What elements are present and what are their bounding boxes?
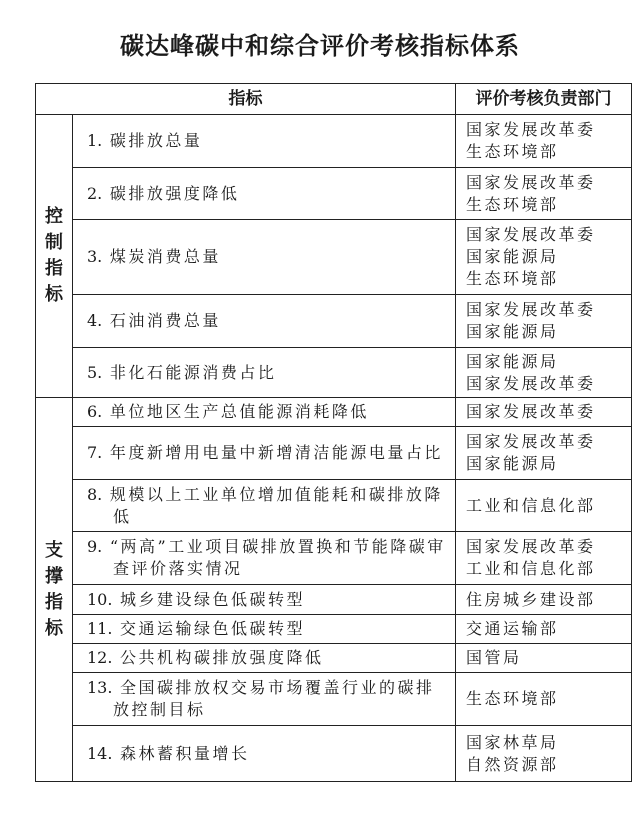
indicator-text: 碳排放强度降低 [109,183,240,203]
table-header-row [36,84,632,115]
department-cell [456,427,632,480]
indicator-cell [73,295,456,348]
indicator-number: 5. [87,362,103,382]
department-name: 国家能源局 [466,247,559,266]
indicator-text-wrap [87,536,447,580]
department-cell [456,615,632,644]
indicator-number: 7. [87,443,103,462]
department-name: 国家发展改革委 [466,120,596,139]
department-cell [456,398,632,427]
table-row [36,480,632,532]
indicator-text: 城乡建设绿色低碳转型 [120,589,306,609]
indicator-cell [73,398,456,427]
indicator-number: 1. [87,131,103,150]
indicator-number: 4. [87,311,103,330]
indicator-text-wrap [87,743,447,765]
indicator-cell [73,427,456,480]
department-cell [456,726,632,782]
indicator-text-wrap [87,589,447,611]
indicator-text: 公共机构碳排放强度降低 [120,648,324,667]
indicator-number: 14. [87,743,113,763]
department-name: 工业和信息化部 [466,559,596,578]
table-row [36,644,632,673]
indicator-text: 全国碳排放权交易市场覆盖行业的碳排放控制目标 [113,678,435,719]
indicator-text-wrap [87,246,447,268]
department-name: 生态环境部 [466,269,559,288]
indicator-text: 森林蓄积量增长 [120,743,250,763]
table-row [36,168,632,220]
department-name: 国家发展改革委 [466,432,596,451]
indicator-text-wrap [87,618,447,640]
department-name: 国家能源局 [466,322,559,341]
indicator-text: 单位地区生产总值能源消耗降低 [109,402,369,421]
indicator-number: 2. [87,183,103,203]
table-row [36,615,632,644]
department-name: 住房城乡建设部 [466,589,596,609]
indicator-number: 8. [87,484,103,504]
department-name: 国家能源局 [466,454,559,473]
indicator-number: 12. [87,648,113,667]
table-row [36,115,632,168]
department-name: 生态环境部 [466,194,559,214]
department-name: 国家发展改革委 [466,172,596,192]
indicator-text: 规模以上工业单位增加值能耗和碳排放降低 [109,484,443,526]
indicator-number: 6. [87,402,103,421]
department-cell [456,220,632,295]
department-cell [456,532,632,585]
table-row [36,427,632,480]
document-title: 碳达峰碳中和综合评价考核指标体系 [120,32,520,60]
table-row [36,585,632,615]
department-name: 国家发展改革委 [466,373,596,393]
indicator-cell [73,168,456,220]
department-name: 自然资源部 [466,754,559,774]
indicator-cell [73,348,456,398]
table-row [36,220,632,295]
department-cell [456,644,632,673]
department-cell [456,480,632,532]
indicator-cell [73,115,456,168]
indicator-cell [73,673,456,726]
table-row [36,532,632,585]
table-row [36,348,632,398]
indicator-text: “两高”工业项目碳排放置换和节能降碳审查评价落实情况 [109,537,446,578]
table-row [36,295,632,348]
department-name: 生态环境部 [466,142,559,161]
department-name: 工业和信息化部 [466,495,596,515]
department-name: 国管局 [466,648,522,667]
department-name: 国家发展改革委 [466,537,596,556]
indicator-cell [73,480,456,532]
indicator-text: 非化石能源消费占比 [109,362,277,382]
department-cell [456,115,632,168]
indicator-text-wrap [87,183,447,205]
header-indicator: 指标 [36,84,456,115]
indicator-text: 煤炭消费总量 [109,247,221,266]
indicator-cell [73,615,456,644]
indicator-cell [73,532,456,585]
indicator-text-wrap [87,130,447,152]
department-cell [456,585,632,615]
indicator-number: 3. [87,247,103,266]
table-row [36,398,632,427]
group-label: 控制指标 [44,206,63,305]
department-cell [456,168,632,220]
indicator-number: 13. [87,678,113,697]
indicator-cell [73,726,456,782]
indicator-text-wrap [87,677,447,721]
indicator-text: 石油消费总量 [109,311,221,330]
department-cell [456,348,632,398]
group-cell [36,115,73,398]
department-cell [456,673,632,726]
indicator-text: 交通运输绿色低碳转型 [120,619,306,638]
department-name: 交通运输部 [466,619,559,638]
header-department: 评价考核负责部门 [456,84,632,115]
table-row [36,673,632,726]
department-name: 国家林草局 [466,732,559,752]
department-name: 国家发展改革委 [466,300,596,319]
indicator-text-wrap [87,442,447,464]
indicator-text: 年度新增用电量中新增清洁能源电量占比 [109,443,443,462]
indicator-number: 9. [87,537,103,556]
indicator-text: 碳排放总量 [109,131,203,150]
indicator-number: 10. [87,589,113,609]
indicator-text-wrap [87,362,447,384]
indicator-table [35,83,632,782]
indicator-text-wrap [87,647,447,669]
group-label: 支撑指标 [44,539,63,639]
table-row [36,726,632,782]
department-cell [456,295,632,348]
group-cell [36,398,73,782]
department-name: 国家能源局 [466,351,559,371]
indicator-cell [73,585,456,615]
indicator-text-wrap [87,484,447,528]
indicator-cell [73,644,456,673]
indicator-text-wrap [87,401,447,423]
indicator-cell [73,220,456,295]
department-name: 国家发展改革委 [466,225,596,244]
indicator-number: 11. [87,619,113,638]
department-name: 生态环境部 [466,689,559,708]
indicator-text-wrap [87,310,447,332]
department-name: 国家发展改革委 [466,402,596,421]
